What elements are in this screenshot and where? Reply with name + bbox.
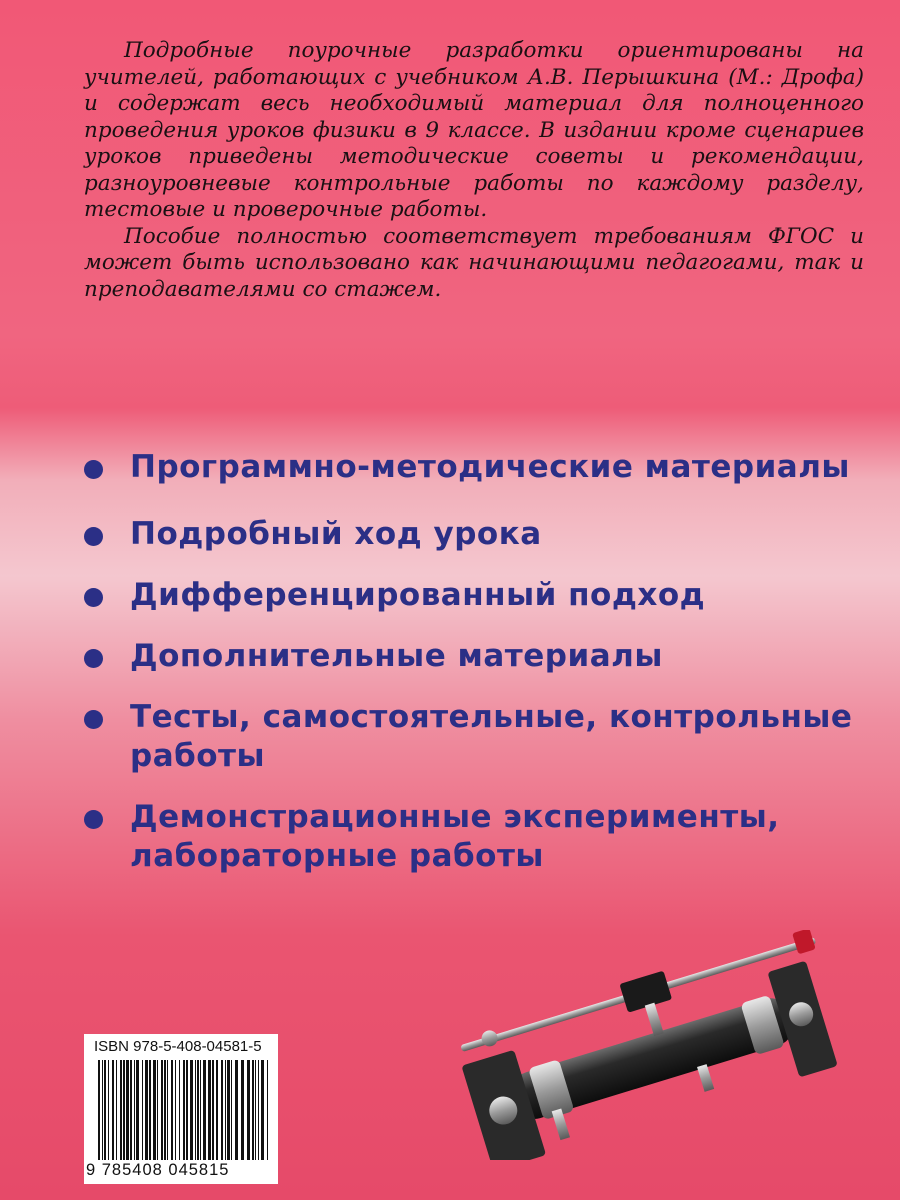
feature-label: Тесты, самостоятельные, контрольные работы (130, 699, 853, 774)
feature-item (84, 515, 864, 554)
bullet-icon (84, 810, 103, 829)
barcode-bar (164, 1060, 166, 1160)
barcode-bar (104, 1060, 106, 1160)
barcode-bar (183, 1060, 185, 1160)
bullet-icon (84, 527, 103, 546)
barcode-bar (221, 1060, 223, 1160)
barcode-bar (142, 1060, 143, 1160)
barcode-bar (255, 1060, 256, 1160)
bullet-icon (84, 710, 103, 729)
bullet-icon (84, 649, 103, 668)
barcode-bar (157, 1060, 158, 1160)
barcode-bar (167, 1060, 168, 1160)
barcode-bar (112, 1060, 114, 1160)
barcode-bar (197, 1060, 199, 1160)
barcode-bar (149, 1060, 151, 1160)
feature-label: Подробный ход урока (130, 516, 542, 552)
annotation-text (84, 38, 864, 303)
barcode-bar (267, 1060, 268, 1160)
feature-label: Дополнительные материалы (130, 638, 663, 674)
barcode-bar (241, 1060, 244, 1160)
isbn-barcode (84, 1034, 278, 1184)
bullet-icon (84, 460, 103, 479)
barcode-bar (227, 1060, 230, 1160)
feature-label: Дифференцированный подход (130, 577, 706, 613)
barcode-bar (216, 1060, 218, 1160)
barcode-bar (116, 1060, 117, 1160)
barcode-bar (98, 1060, 100, 1160)
barcode-bar (195, 1060, 196, 1160)
barcode-bar (231, 1060, 232, 1160)
barcode-bar (175, 1060, 176, 1160)
feature-label: Демонстрационные эксперименты, лабораторные работы (130, 799, 780, 874)
barcode-bar (225, 1060, 226, 1160)
barcode-bar (120, 1060, 122, 1160)
barcode-bar (171, 1060, 173, 1160)
barcode-bar (134, 1060, 135, 1160)
barcode-bar (258, 1060, 259, 1160)
barcode-bar (130, 1060, 132, 1160)
barcode-bar (179, 1060, 180, 1160)
barcode-bar (108, 1060, 109, 1160)
barcode-bar (161, 1060, 163, 1160)
barcode-bar (235, 1060, 238, 1160)
feature-item (84, 798, 864, 876)
barcode-bar (136, 1060, 139, 1160)
barcode-bar (153, 1060, 156, 1160)
bullet-icon (84, 588, 103, 607)
barcode-bar (208, 1060, 211, 1160)
barcode-bar (252, 1060, 254, 1160)
feature-list (84, 448, 864, 898)
feature-item (84, 698, 864, 776)
isbn-label: ISBN 978-5-408-04581-5 (94, 1038, 262, 1055)
feature-label: Программно-методические материалы (130, 449, 850, 485)
barcode-bar (200, 1060, 201, 1160)
feature-item (84, 576, 864, 615)
feature-item (84, 637, 864, 676)
barcode-number: 9 785408 045815 (86, 1161, 230, 1179)
annotation-paragraph: Подробные поурочные разработки ориентированы на учителей, работающих с учебником А.В. Перышкина (М.: Дрофа) и содержат весь необходимый материал для полноценного проведения уроков физики в 9 классе. В издании кроме сценариев уроков приведены методические советы и рекомендации, разноуровневые контрольные работы по каждому разделу, тестовые и проверочные работы. (84, 38, 864, 222)
barcode-bar (247, 1060, 250, 1160)
barcode-bar (186, 1060, 188, 1160)
barcode-bar (126, 1060, 129, 1160)
barcode-bar (102, 1060, 103, 1160)
annotation-paragraph: Пособие полностью соответствует требованиям ФГОС и может быть использовано как начинающими педагогами, так и преподавателями со стажем. (84, 223, 864, 302)
barcode-bar (123, 1060, 125, 1160)
barcode-bar (203, 1060, 206, 1160)
barcode-bar (261, 1060, 264, 1160)
feature-item (84, 448, 864, 487)
barcode-bar (212, 1060, 214, 1160)
barcode-bar (145, 1060, 148, 1160)
barcode-bar (190, 1060, 193, 1160)
rheostat-device-image (450, 930, 850, 1160)
